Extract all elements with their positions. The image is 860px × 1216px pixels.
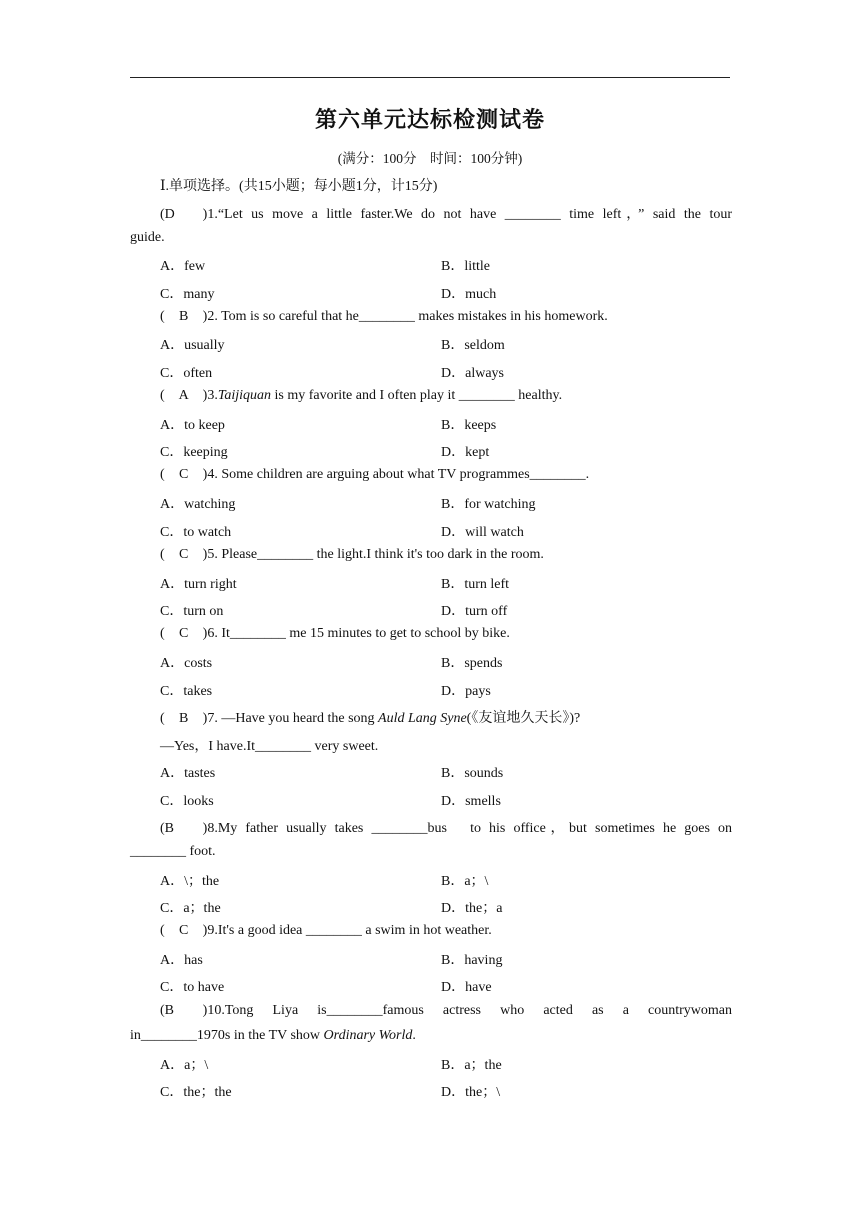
option-c: C．often <box>160 366 213 381</box>
option-c: C．keeping <box>160 445 228 460</box>
option-b: B．keeps <box>441 418 497 433</box>
option-c: C．a；the <box>160 901 221 916</box>
option-b: B．seldom <box>441 338 505 353</box>
option-a: A．costs <box>160 656 213 671</box>
option-b: B．little <box>441 259 490 274</box>
option-c: C．looks <box>160 794 214 809</box>
option-b: B．spends <box>441 656 503 671</box>
exam-info: (满分：100分 时间：100分钟) <box>337 151 523 166</box>
option-d: D．kept <box>441 445 490 460</box>
option-d: D．pays <box>441 684 491 699</box>
option-a: A．usually <box>160 338 225 353</box>
answer-letter: B <box>179 309 189 324</box>
option-b: B．sounds <box>441 766 504 781</box>
section-heading: Ⅰ.单项选择。(共15小题；每小题1分，计15分) <box>160 179 438 194</box>
option-a: A．has <box>160 953 203 968</box>
option-d: D．much <box>441 287 497 302</box>
page-title: 第六单元达标检测试卷 <box>314 108 545 133</box>
option-a: A．to keep <box>160 418 225 433</box>
answer-letter: C <box>179 626 189 641</box>
question-stem: ( A )3.Taijiquan is my favorite and I often play it ________ healthy. <box>160 388 563 403</box>
answer-letter: C <box>179 547 189 562</box>
option-c: C．turn on <box>160 604 224 619</box>
answer-letter: A <box>178 388 189 403</box>
question-stem: ( B )7. —Have you heard the song Auld Lang Syne(《友谊地久天长》)? <box>160 711 581 726</box>
question-continuation: guide. <box>130 230 165 245</box>
option-d: D．always <box>441 366 504 381</box>
question-stem: (B )8.My father usually takes ________bus to his office，but sometimes he goes on <box>160 821 732 836</box>
answer-letter: D <box>164 207 175 222</box>
option-b: B．for watching <box>441 497 536 512</box>
option-a: A．few <box>160 259 206 274</box>
option-d: D．the；a <box>441 901 503 916</box>
question-continuation: in________1970s in the TV show Ordinary World. <box>130 1028 416 1043</box>
answer-letter: B <box>179 711 189 726</box>
option-b: B．turn left <box>441 577 510 592</box>
option-a: A．turn right <box>160 577 237 592</box>
answer-letter: B <box>164 821 175 836</box>
question-stem: ( C )5. Please________ the light.I think it's too dark in the room. <box>160 547 544 562</box>
option-a: A．\；the <box>160 874 220 889</box>
option-d: D．have <box>441 980 492 995</box>
question-continuation: ________ foot. <box>130 844 216 859</box>
option-c: C．many <box>160 287 215 302</box>
option-c: C．the；the <box>160 1085 232 1100</box>
question-continuation: —Yes，I have.It________ very sweet. <box>160 739 379 754</box>
option-c: C．to have <box>160 980 225 995</box>
option-b: B．having <box>441 953 503 968</box>
question-stem: (B )10.Tong Liya is________famous actress who acted as a countrywoman <box>160 1003 732 1018</box>
option-b: B．a；the <box>441 1058 502 1073</box>
question-stem: (D )1.“Let us move a little faster.We do not have ________ time left，” said the tour <box>160 207 732 222</box>
option-a: A．a；\ <box>160 1058 209 1073</box>
option-d: D．turn off <box>441 604 508 619</box>
header-rule <box>130 77 730 78</box>
option-d: D．the；\ <box>441 1085 501 1100</box>
option-b: B．a；\ <box>441 874 489 889</box>
option-d: D．will watch <box>441 525 524 540</box>
option-a: A．watching <box>160 497 236 512</box>
answer-letter: B <box>164 1003 175 1018</box>
answer-letter: C <box>179 923 189 938</box>
question-stem: ( C )6. It________ me 15 minutes to get to school by bike. <box>160 626 510 641</box>
question-stem: ( B )2. Tom is so careful that he________ makes mistakes in his homework. <box>160 309 608 324</box>
option-c: C．to watch <box>160 525 232 540</box>
option-d: D．smells <box>441 794 501 809</box>
option-a: A．tastes <box>160 766 216 781</box>
answer-letter: C <box>179 467 189 482</box>
question-stem: ( C )4. Some children are arguing about what TV programmes________. <box>160 467 590 482</box>
question-stem: ( C )9.It's a good idea ________ a swim in hot weather. <box>160 923 492 938</box>
option-c: C．takes <box>160 684 213 699</box>
